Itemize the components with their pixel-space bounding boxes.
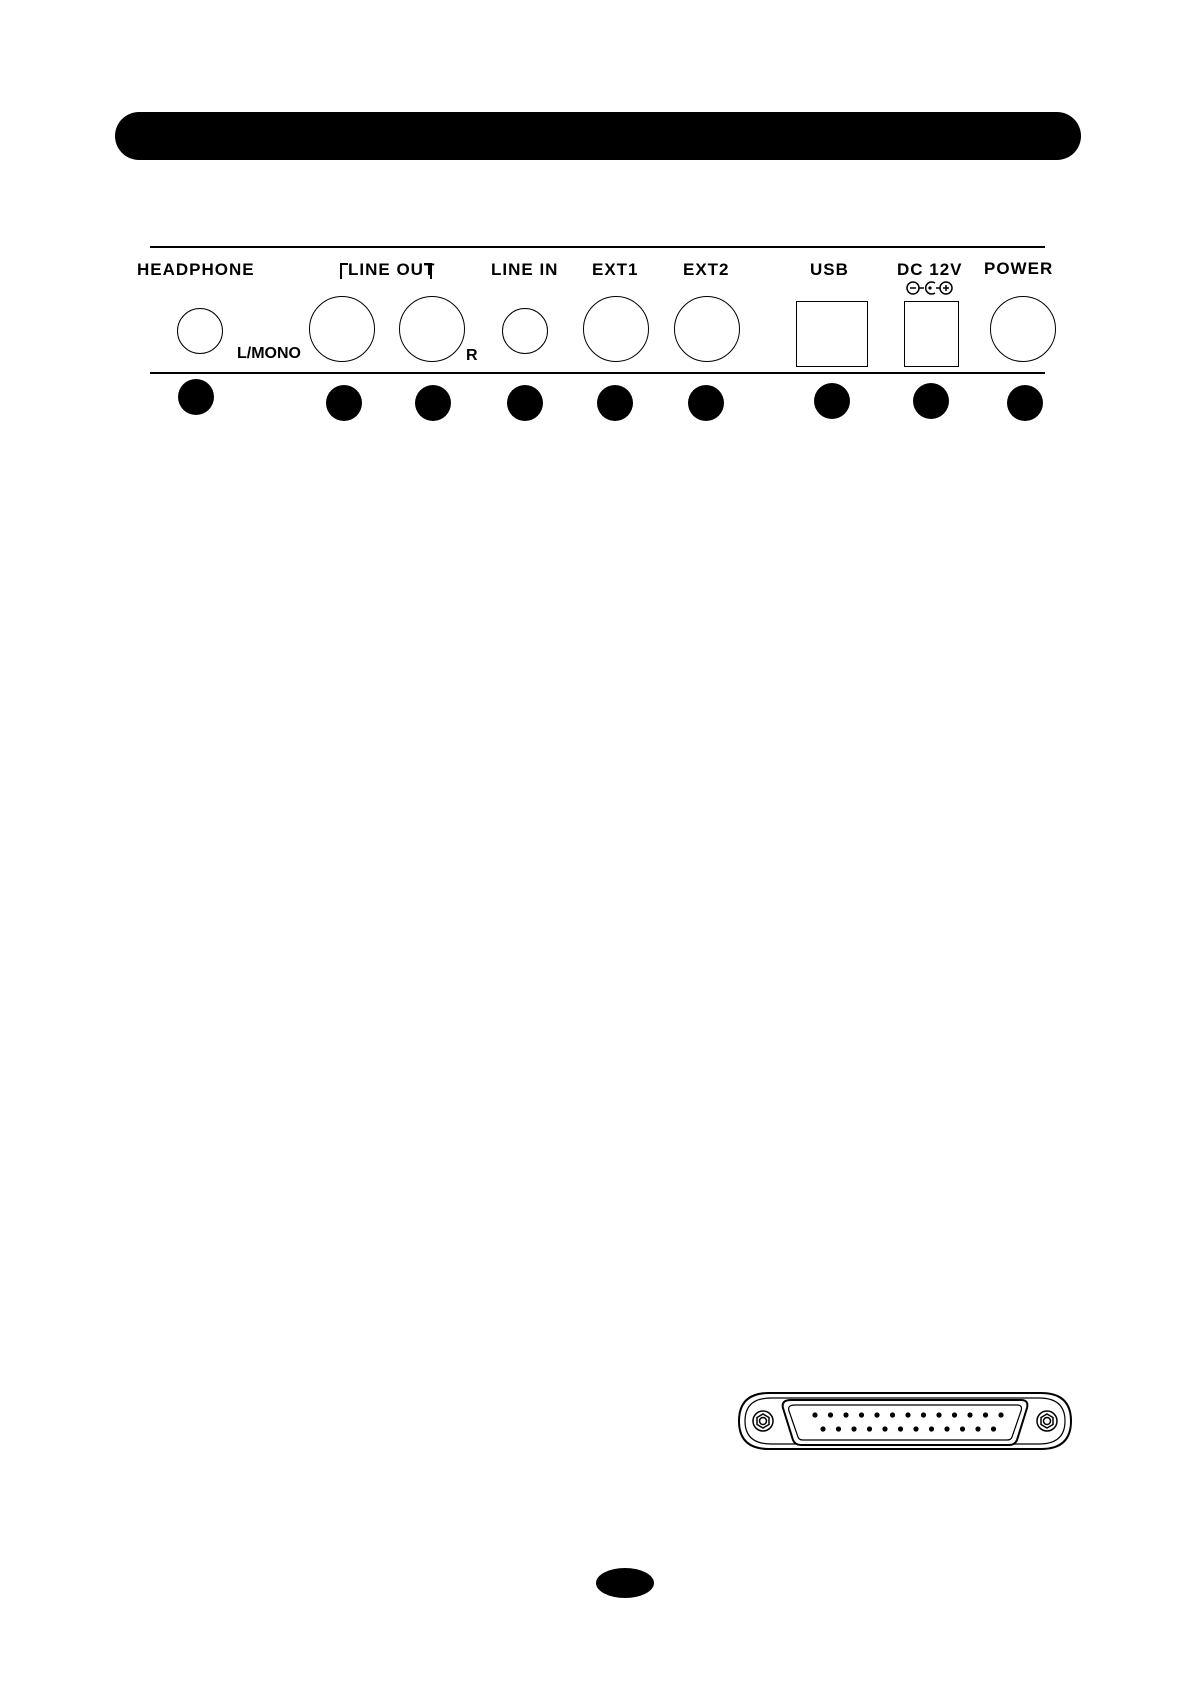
ext1-jack[interactable]	[583, 296, 649, 362]
label-r: R	[466, 347, 478, 364]
usb-port[interactable]	[796, 301, 868, 367]
line-out-right-jack[interactable]	[399, 296, 465, 362]
ext2-jack[interactable]	[674, 296, 740, 362]
label-usb: USB	[810, 260, 849, 279]
label-power: POWER	[984, 259, 1054, 278]
power-switch[interactable]	[990, 296, 1056, 362]
callout-9	[1007, 385, 1043, 421]
db25-connector-icon	[735, 1385, 1075, 1457]
label-headphone: HEADPHONE	[137, 260, 255, 279]
callout-5	[597, 385, 633, 421]
headphone-jack[interactable]	[177, 308, 223, 354]
dc-12v-port[interactable]	[904, 301, 959, 367]
callout-2	[326, 385, 362, 421]
panel-top-edge	[150, 246, 1045, 248]
callout-8	[913, 383, 949, 419]
line-out-bracket-left	[340, 263, 348, 279]
callout-4	[507, 385, 543, 421]
label-dc-12v: DC 12V	[897, 260, 963, 279]
callout-6	[688, 385, 724, 421]
label-ext1: EXT1	[592, 260, 639, 279]
page-number-oval	[596, 1568, 654, 1598]
callout-7	[814, 383, 850, 419]
panel-bottom-edge	[150, 372, 1045, 374]
callout-1	[178, 379, 214, 415]
line-in-jack[interactable]	[502, 308, 548, 354]
label-line-in: LINE IN	[491, 260, 559, 279]
label-line-out: LINE OUT	[348, 260, 436, 279]
callout-3	[415, 385, 451, 421]
dc-polarity-icon	[906, 280, 954, 296]
label-ext2: EXT2	[683, 260, 730, 279]
line-out-left-jack[interactable]	[309, 296, 375, 362]
label-l-mono: L/MONO	[237, 345, 301, 362]
line-out-bracket-right	[424, 263, 432, 279]
section-title-bar	[115, 112, 1081, 160]
